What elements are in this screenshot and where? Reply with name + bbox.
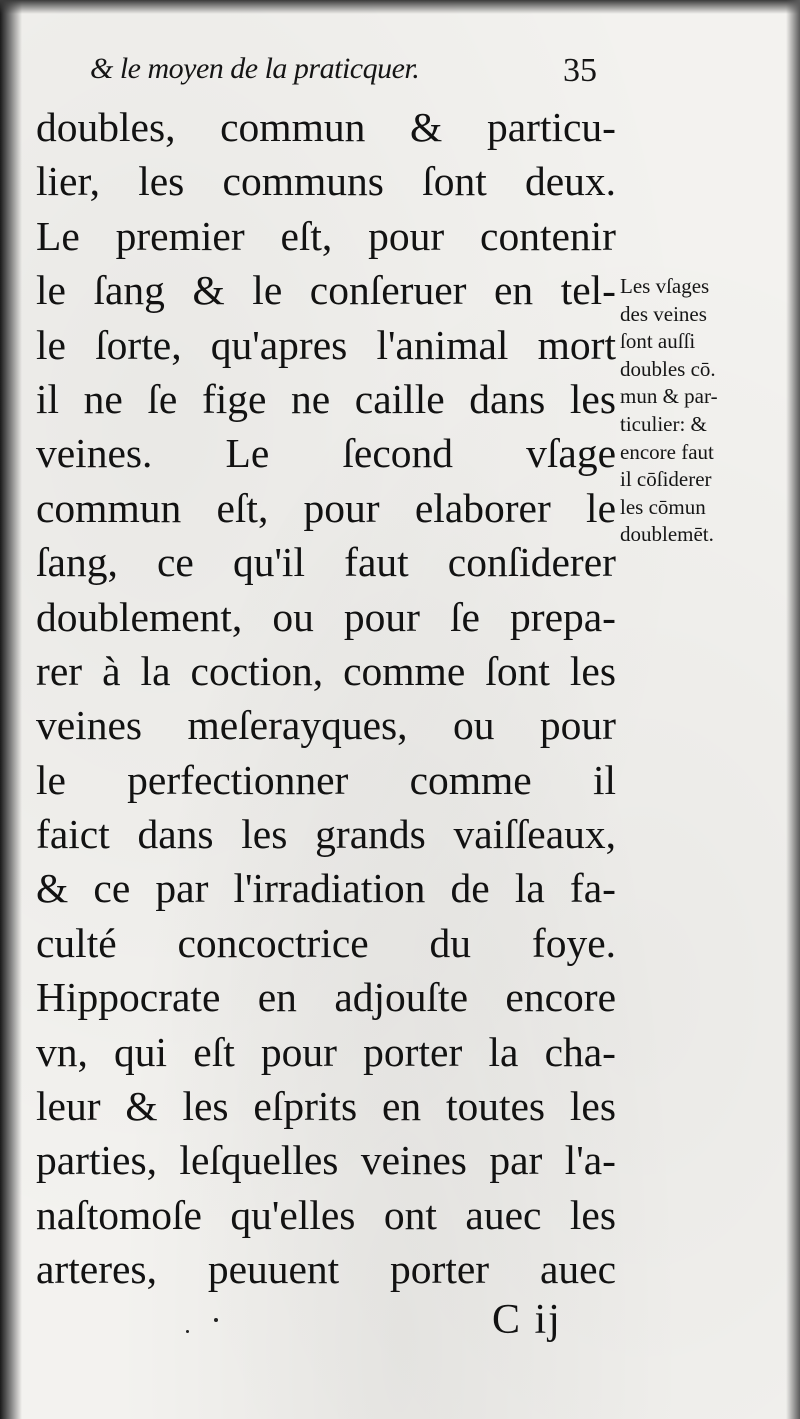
marginal-note-line: Les vſages (620, 274, 710, 298)
body-line: commun eſt, pour elaborer le (36, 484, 616, 531)
body-line: Hippocrate en adjouſte encore (36, 974, 616, 1021)
page-top-shadow (0, 0, 800, 14)
body-line: faict dans les grands vaiſſeaux, (36, 811, 616, 858)
body-text (36, 100, 616, 1297)
ink-speck (186, 1330, 189, 1333)
body-line: doubles, commun & particu- (36, 104, 616, 150)
body-line: ſang, ce qu'il faut conſiderer (36, 539, 616, 586)
marginal-note-line: les cōmun (620, 494, 706, 519)
marginal-note-line: ticulier: & (620, 411, 707, 436)
body-line: rer à la coction, comme ſont les (36, 647, 616, 694)
marginal-note-line: mun & par- (620, 384, 718, 409)
body-line: le ſang & le conſeruer en tel- (36, 267, 616, 314)
ink-speck (214, 1318, 218, 1322)
body-line: naſtomoſe qu'elles ont auec les (36, 1191, 616, 1238)
body-line: veines meſerayques, ou pour (36, 702, 616, 749)
body-line: doublement, ou pour ſe prepa- (36, 593, 616, 640)
body-line: parties, leſquelles veines par l'a- (36, 1137, 616, 1184)
body-line: leur & les eſprits en toutes les (36, 1083, 616, 1130)
page-number: 35 (563, 52, 597, 89)
marginal-note-line: il cōſiderer (620, 467, 712, 492)
marginal-note-line: ſont auſſi (620, 329, 696, 354)
page-left-shadow (0, 0, 22, 1419)
body-line: arteres, peuuent porter auec (36, 1246, 616, 1293)
body-line: lier, les communs ſont deux. (36, 158, 616, 205)
body-line: veines. Le ſecond vſage (36, 430, 616, 477)
marginal-note-line: des veines (620, 301, 707, 326)
marginal-note-line: encore faut (620, 439, 714, 464)
marginal-note-line: doublemēt. (620, 522, 714, 547)
body-line: culté concoctrice du foye. (36, 919, 616, 966)
marginal-note-line: doubles cō. (620, 356, 716, 381)
body-line: vn, qui eſt pour porter la cha- (36, 1028, 616, 1075)
body-line: le perfectionner comme il (36, 756, 616, 803)
body-line: il ne ſe fige ne caille dans les (36, 375, 616, 422)
marginal-note (620, 273, 770, 549)
body-line: & ce par l'irradiation de la fa- (36, 865, 616, 912)
running-head: & le moyen de la praticquer. (90, 52, 420, 85)
page-right-shadow (786, 0, 800, 1419)
body-line: Le premier eſt, pour contenir (36, 212, 616, 259)
body-line: le ſorte, qu'apres l'animal mort (36, 321, 616, 368)
signature-mark: C ij (492, 1297, 562, 1343)
